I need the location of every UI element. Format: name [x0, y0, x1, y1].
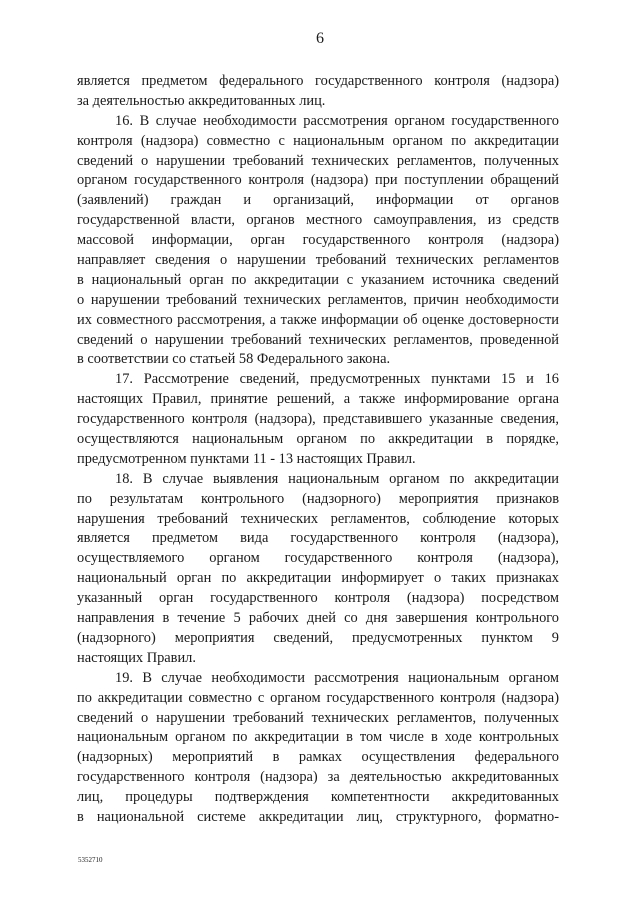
document-code: 5352710 [78, 856, 103, 864]
text-line: сведений о нарушении требований технических регламентов, полученных [77, 709, 559, 726]
paragraph-18 [77, 470, 559, 669]
text-line: сведений о нарушении требований технических регламентов, проведенной [77, 331, 559, 348]
text-line: контроля (надзора) совместно с национальным органом по аккредитации [77, 132, 559, 149]
text-line: 18. В случае выявления национальным органом по аккредитации [115, 470, 559, 487]
paragraph-17 [77, 370, 559, 469]
text-line: 16. В случае необходимости рассмотрения органом государственного [115, 112, 559, 129]
text-line: осуществляются национальным органом по аккредитации в порядке, [77, 431, 559, 448]
document-body [77, 72, 559, 828]
text-line: в национальный орган по аккредитации с указанием источника сведений [77, 271, 559, 288]
text-line: нарушения требований технических регламентов, соблюдение которых [77, 510, 559, 527]
text-line: является предметом федерального государственного контроля (надзора) [77, 73, 559, 89]
paragraph-19 [77, 669, 559, 828]
text-line: направления в течение 5 рабочих дней со дня завершения контрольного [77, 610, 559, 627]
text-line: органом государственного контроля (надзора) при поступлении обращений [77, 172, 559, 189]
text-line: предусмотренном пунктами 11 - 13 настоящих Правил. [77, 450, 416, 467]
text-line: национальным органом по аккредитации в том числе в ходе контрольных [77, 729, 559, 746]
text-line: осуществляемого органом государственного контроля (надзора), [77, 550, 559, 567]
text-line: их совместного рассмотрения, а также информации об оценке достоверности [77, 311, 559, 328]
text-line: по аккредитации совместно с органом государственного контроля (надзора) [77, 689, 559, 706]
text-line: лиц, процедуры подтверждения компетентности аккредитованных [77, 789, 559, 806]
text-line: национальный орган по аккредитации информирует о таких признаках [77, 570, 559, 587]
text-line: в соответствии со статьей 58 Федерального закона. [77, 351, 391, 368]
paragraph-continuation [77, 72, 559, 112]
text-line: государственного контроля (надзора), представившего указанные сведения, [77, 411, 559, 428]
text-line: государственного контроля (надзора) за деятельностью аккредитованных [77, 769, 559, 786]
paragraph-16 [77, 112, 559, 371]
text-line: массовой информации, орган государственного контроля (надзора) [77, 232, 559, 249]
text-line: является предметом вида государственного контроля (надзора), [77, 530, 559, 547]
text-line: о нарушении требований технических регламентов, причин необходимости [77, 291, 559, 308]
text-line: государственной власти, органов местного самоуправления, из средств [77, 212, 559, 229]
text-line: указанный орган государственного контроля (надзора) посредством [77, 590, 559, 607]
text-line: направляет сведения о нарушении требований технических регламентов [77, 252, 559, 269]
text-line: в национальной системе аккредитации лиц, структурного, форматно- [77, 808, 559, 825]
text-line: настоящих Правил. [77, 649, 196, 666]
text-line: по результатам контрольного (надзорного) мероприятия признаков [77, 490, 559, 507]
text-line: 17. Рассмотрение сведений, предусмотренных пунктами 15 и 16 [115, 371, 559, 388]
text-line: 19. В случае необходимости рассмотрения национальным органом [115, 669, 559, 686]
text-line: (надзорного) мероприятия сведений, предусмотренных пунктом 9 [77, 629, 559, 646]
text-line: сведений о нарушении требований технических регламентов, полученных [77, 152, 559, 169]
text-line: настоящих Правил, принятие решений, а также информирование органа [77, 391, 559, 408]
page-number: 6 [316, 30, 324, 47]
text-line: (надзорных) мероприятий в рамках осуществления федерального [77, 749, 559, 766]
text-line: за деятельностью аккредитованных лиц. [77, 92, 326, 109]
text-line: (заявлений) граждан и организаций, информации от органов [77, 192, 559, 209]
